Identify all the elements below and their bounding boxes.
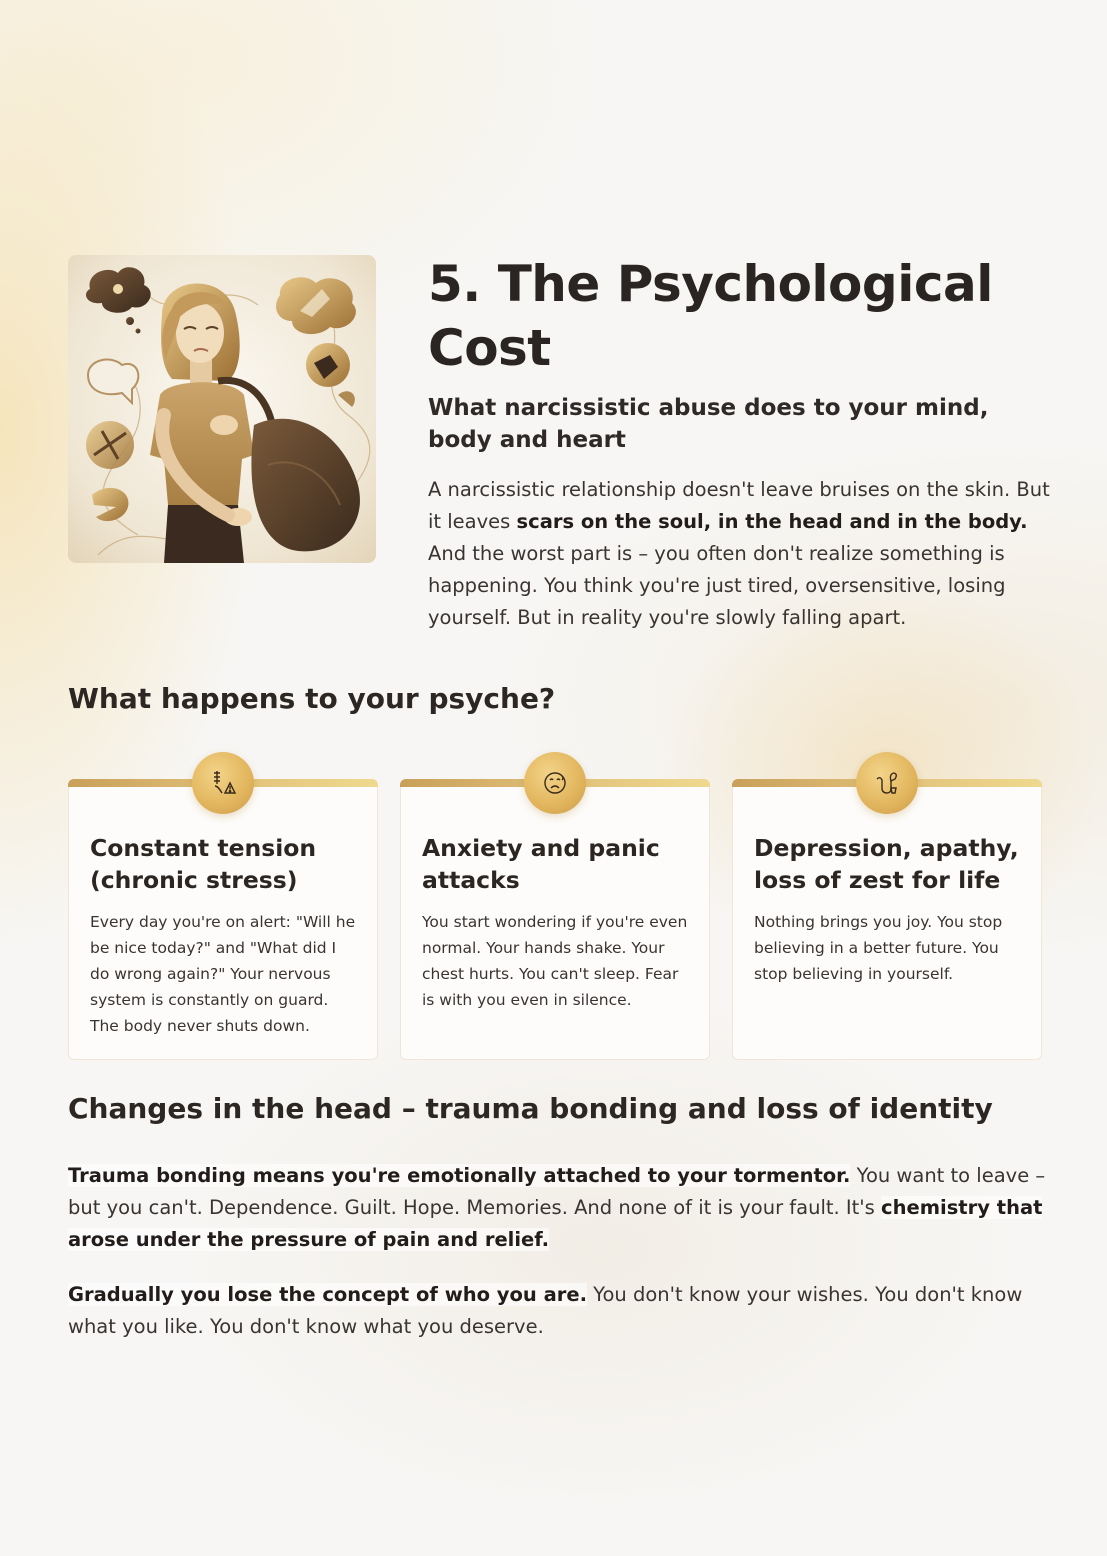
card-title: Depression, apathy, loss of zest for life xyxy=(754,834,1019,894)
identity-loss-paragraph xyxy=(68,1279,1053,1343)
paragraph-emphasis: Gradually you lose the concept of who you are. xyxy=(68,1283,587,1306)
psyche-heading: What happens to your psyche? xyxy=(68,682,556,715)
stress-icon xyxy=(192,752,254,814)
paragraph-text: You want to leave – but you can't. Dependence. Guilt. Hope. Memories. And none of it is your fault. It's xyxy=(68,1164,1046,1219)
card-chronic-stress xyxy=(68,779,378,1060)
card-body: Every day you're on alert: "Will he be nice today?" and "What did I do wrong again?" Your nervous system is constantly on guard. The body never shuts down. xyxy=(90,913,356,1035)
intro-emphasis: scars on the soul, in the head and in the body. xyxy=(516,510,1028,533)
trauma-bonding-paragraph xyxy=(68,1160,1053,1256)
intro-paragraph xyxy=(428,474,1058,634)
card-title: Constant tension (chronic stress) xyxy=(90,834,317,894)
page-title: 5. The Psychological Cost xyxy=(428,255,993,377)
paragraph-emphasis: Trauma bonding means you're emotionally attached to your tormentor. xyxy=(68,1164,851,1187)
card-depression xyxy=(732,779,1042,1060)
intro-text-1: A narcissistic relationship doesn't leave bruises on the skin. But it leaves xyxy=(428,478,1050,533)
hero-text xyxy=(428,252,1058,634)
anxious-face-icon xyxy=(524,752,586,814)
card-title: Anxiety and panic attacks xyxy=(422,834,660,894)
paragraph-text: You don't know your wishes. You don't know what you like. You don't know what you deserve. xyxy=(68,1283,1023,1338)
paragraph-emphasis: chemistry that arose under the pressure of pain and relief. xyxy=(68,1196,1043,1251)
page-subtitle: What narcissistic abuse does to your mind, body and heart xyxy=(428,395,989,453)
intro-text-2: And the worst part is – you often don't realize something is happening. You think you're just tired, oversensitive, losing yourself. But in reality you're slowly falling apart. xyxy=(428,542,1006,629)
wilted-flower-icon xyxy=(856,752,918,814)
hero-illustration xyxy=(68,255,376,563)
card-body: You start wondering if you're even normal. Your hands shake. Your chest hurts. You can't sleep. Fear is with you even in silence. xyxy=(422,913,688,1009)
woman-with-bag-illustration xyxy=(68,255,376,563)
head-changes-heading: Changes in the head – trauma bonding and loss of identity xyxy=(68,1092,993,1125)
card-body: Nothing brings you joy. You stop believing in a better future. You stop believing in yourself. xyxy=(754,913,1003,983)
card-anxiety xyxy=(400,779,710,1060)
